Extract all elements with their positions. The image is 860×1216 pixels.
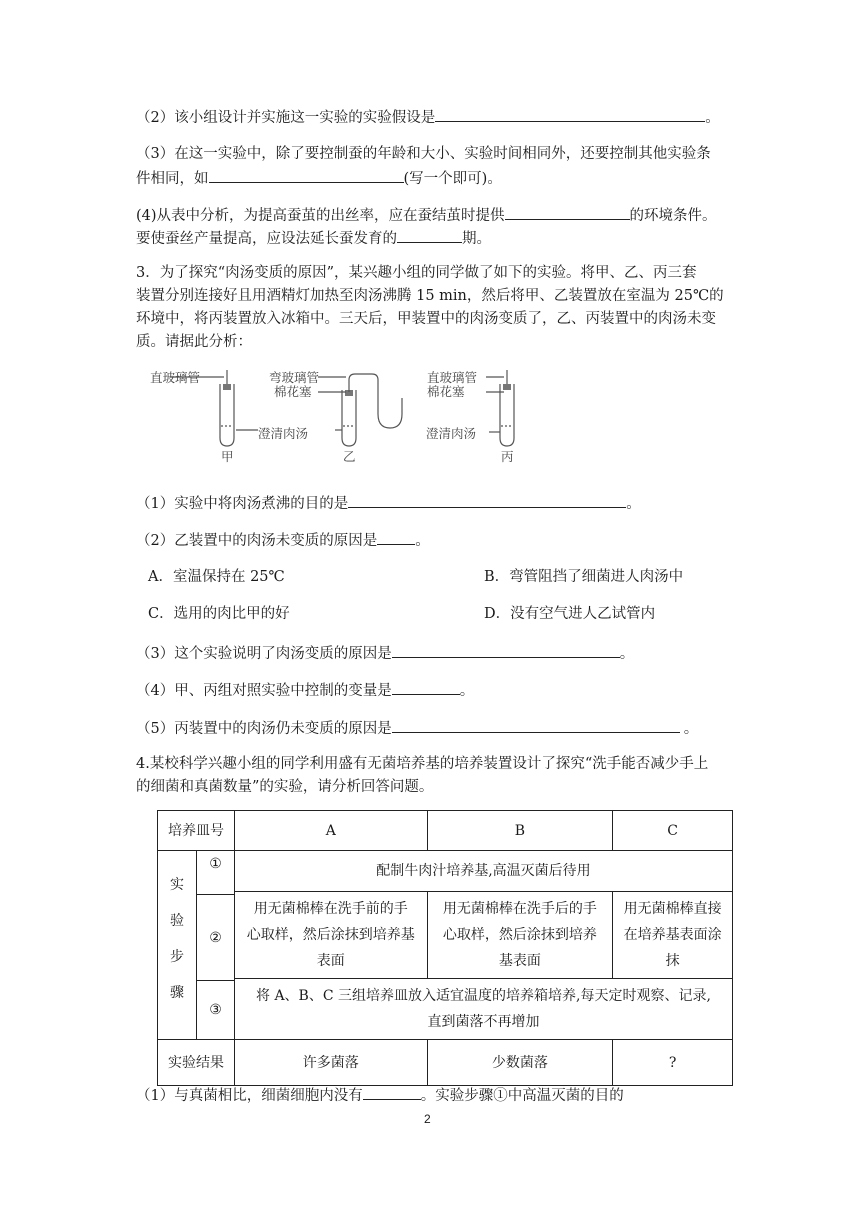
q4-intro-line2: 的细菌和真菌数量”的实验，请分析回答问题。 — [136, 779, 434, 795]
q3-part2: （2）乙装置中的肉汤未变质的原因是 。 — [136, 528, 430, 552]
q3-part3: （3）这个实验说明了肉汤变质的原因是 。 — [136, 641, 634, 665]
header-a: A — [234, 811, 427, 851]
label-tube-b: 乙 — [343, 449, 356, 464]
answer-blank[interactable] — [363, 1083, 421, 1100]
label-straight-tube-c: 直玻璃管 — [427, 370, 478, 385]
answer-blank[interactable] — [209, 166, 404, 183]
table-header-row — [158, 811, 733, 851]
q3-option-b[interactable]: B．弯管阻挡了细菌进人肉汤中 — [484, 569, 684, 585]
step2-c: 用无菌棉棒直接 在培养基表面涂 抹 — [613, 891, 733, 978]
q3-intro-line1: 3．为了探究“肉汤变质的原因”，某兴趣小组的同学做了如下的实验。将甲、乙、丙三套 — [136, 265, 697, 281]
header-c: C — [613, 811, 733, 851]
table-row-result — [158, 1040, 733, 1086]
answer-blank[interactable] — [505, 203, 630, 220]
step-no-2: ② — [197, 895, 234, 981]
test-tube-a — [220, 384, 234, 446]
answer-blank[interactable] — [392, 641, 620, 658]
q2-sub4-line1: (4)从表中分析，为提高蚕茧的出丝率，应在蚕结茧时提供 的环境条件。 — [136, 203, 717, 227]
answer-blank[interactable] — [377, 528, 415, 545]
answer-blank[interactable] — [392, 716, 680, 733]
label-bent-tube: 弯玻璃管 — [269, 370, 320, 385]
q2-sub3-line1: （3）在这一实验中，除了要控制蚕的年龄和大小、实验时间相同外，还要控制其他实验条 — [136, 146, 711, 162]
answer-blank[interactable] — [392, 678, 460, 695]
result-a: 许多菌落 — [234, 1040, 427, 1086]
header-dish-no: 培养皿号 — [158, 811, 235, 851]
label-straight-tube-a: 直玻璃管 — [150, 370, 201, 385]
answer-blank[interactable] — [397, 226, 462, 243]
q2-sub4-line2: 要使蚕丝产量提高，应设法延长蚕发育的 期。 — [136, 226, 491, 250]
q4-intro-line1: 4.某校科学兴趣小组的同学利用盛有无菌培养基的培养装置设计了探究“洗手能否减少手上 — [136, 756, 709, 772]
header-b: B — [427, 811, 613, 851]
q3-intro-line3: 环境中，将丙装置放入冰箱中。三天后，甲装置中的肉汤变质了，乙、丙装置中的肉汤未变 — [136, 311, 716, 327]
q3-part5: （5）丙装置中的肉汤仍未变质的原因是 。 — [136, 716, 698, 740]
table-row-step2 — [158, 891, 733, 978]
q3-intro-line2: 装置分别连接好且用酒精灯加热至肉汤沸腾 15 min，然后将甲、乙装置放在室温为 25℃的 — [136, 288, 724, 304]
label-tube-c: 丙 — [501, 449, 514, 464]
q3-part1: （1）实验中将肉汤煮沸的目的是 。 — [136, 491, 641, 515]
q2-sub2-text: （2）该小组设计并实施这一实验的实验假设是 — [136, 110, 436, 126]
result-b: 少数菌落 — [427, 1040, 613, 1086]
bent-tube — [349, 374, 402, 428]
table-row-step3 — [158, 979, 733, 1040]
q3-option-a[interactable]: A．室温保持在 25℃ — [148, 569, 285, 585]
step3-content: 将 A、B、C 三组培养皿放入适宜温度的培养箱培养,每天定时观察、记录, 直到菌落不再增加 — [234, 979, 732, 1040]
broth-experiment-figure — [140, 362, 540, 468]
step1-content: 配制牛肉汁培养基,高温灭菌后待用 — [234, 851, 732, 892]
step2-a: 用无菌棉棒在洗手前的手 心取样，然后涂抹到培养基 表面 — [234, 891, 427, 978]
q4-part1: （1）与真菌相比，细菌细胞内没有 。实验步骤①中高温灭菌的目的 — [136, 1083, 624, 1107]
label-broth-a: 澄清肉汤 — [258, 426, 309, 441]
label-cotton-b: 棉花塞 — [274, 384, 312, 399]
q3-option-d[interactable]: D．没有空气进人乙试管内 — [484, 606, 656, 622]
test-tube-b — [342, 390, 356, 446]
q3-option-c[interactable]: C．选用的肉比甲的好 — [148, 606, 290, 622]
answer-blank[interactable] — [348, 491, 626, 508]
step-no-1: ① — [197, 851, 234, 895]
q3-intro-line4: 质。请据此分析： — [136, 334, 252, 350]
q3-part4: （4）甲、丙组对照实验中控制的变量是 。 — [136, 678, 474, 702]
experiment-table — [157, 810, 733, 1086]
q2-sub3-line2: 件相同，如 (写一个即可)。 — [136, 166, 502, 190]
q2-sub2: （2）该小组设计并实施这一实验的实验假设是 。 — [136, 105, 720, 129]
page-number: 2 — [424, 1112, 431, 1126]
steps-label: 实 验 步 骤 — [158, 851, 197, 1039]
result-label: 实验结果 — [158, 1040, 235, 1086]
table-row-step1 — [158, 851, 733, 892]
label-cotton-c: 棉花塞 — [427, 384, 465, 399]
answer-blank[interactable] — [435, 105, 705, 122]
result-c: ? — [613, 1040, 733, 1086]
step-no-3: ③ — [209, 1002, 222, 1018]
label-tube-a: 甲 — [221, 449, 234, 464]
label-broth-c: 澄清肉汤 — [426, 426, 477, 441]
step2-b: 用无菌棉棒在洗手后的手 心取样，然后涂抹到培养 基表面 — [427, 891, 613, 978]
test-tube-c — [500, 384, 514, 446]
steps-cell — [158, 851, 235, 1040]
